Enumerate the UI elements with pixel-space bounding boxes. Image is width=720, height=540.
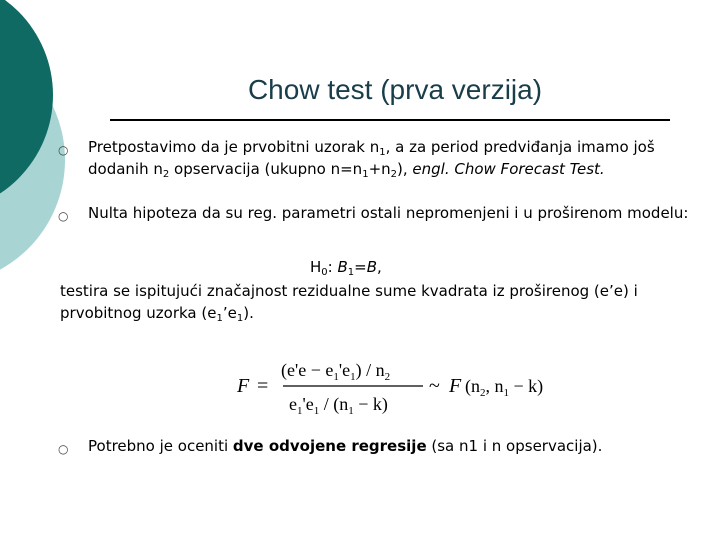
formula-numerator: $(e'e - e_1'e_1) / n_2$ bbox=[281, 360, 391, 383]
bullet-marker: ○ bbox=[58, 442, 69, 456]
bullet-1-text: Pretpostavimo da je prvobitni uzorak $n_1$, a za period predviđanja imamo još dodanih $n_2$ opservacija (ukupno $n=n_1+n_2$), engl. Chow Forecast Test. bbox=[88, 138, 655, 180]
formula-tilde: ~ bbox=[429, 375, 440, 397]
formula-f: F bbox=[237, 375, 250, 397]
bullet-2-text: Nulta hipoteza da su reg. parametri ostali nepromenjeni i u proširenom modelu: bbox=[88, 204, 689, 222]
formula-f-distribution: F bbox=[449, 375, 462, 397]
test-description: testira se ispitujući značajnost rezidualne sume kvadrata iz proširenog (e’e) i prvobitnog uzorka $(e_1’e_1)$. bbox=[60, 282, 638, 324]
english-term: engl. Chow Forecast Test. bbox=[412, 160, 605, 178]
slide-title: Chow test (prva verzija) bbox=[247, 74, 543, 105]
emphasis: dve odvojene regresije bbox=[232, 437, 427, 455]
formula-denominator: $e_1'e_1 / (n_1 - k)$ bbox=[289, 394, 388, 417]
null-hypothesis: $H_0$: $B_1=B$, bbox=[310, 258, 382, 278]
title-underline bbox=[110, 119, 670, 121]
bullet-3-text: Potrebno je oceniti dve odvojene regresije (sa n1 i n opservacija). bbox=[88, 437, 603, 455]
bullet-marker: ○ bbox=[58, 209, 69, 223]
bullet-marker: ○ bbox=[58, 143, 69, 157]
formula-equals: = bbox=[257, 375, 269, 397]
chow-formula bbox=[235, 350, 575, 418]
formula-dof: ($n_2$, $n_1 - k$) bbox=[465, 376, 544, 399]
